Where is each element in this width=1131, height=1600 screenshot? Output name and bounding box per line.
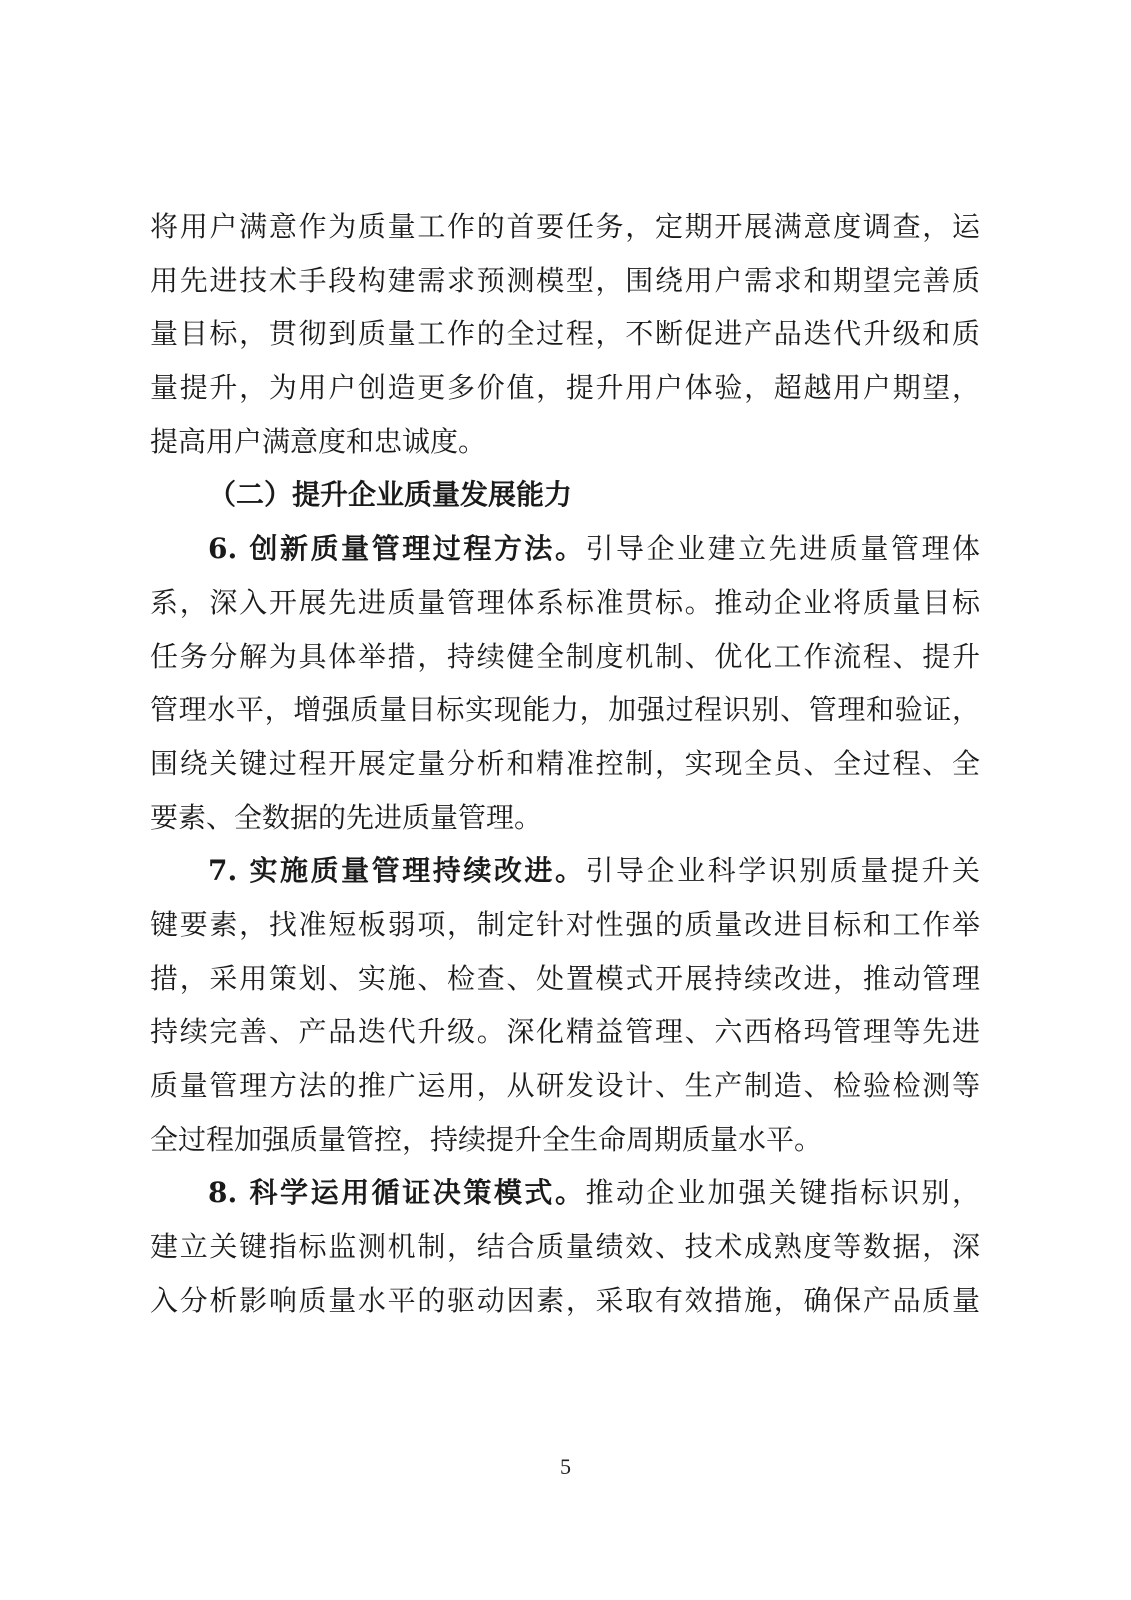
section-heading: （二）提升企业质量发展能力 — [208, 478, 573, 512]
paragraph-line: 系，深入开展先进质量管理体系标准贯标。推动企业将质量目标 — [150, 585, 980, 619]
item-8-first-line — [150, 1166, 980, 1220]
paragraph-line: 提高用户满意度和忠诚度。 — [150, 424, 487, 458]
paragraph-line: 入分析影响质量水平的驱动因素，采取有效措施，确保产品质量 — [150, 1283, 980, 1317]
item-7-first-line — [150, 844, 980, 898]
paragraph-line: 持续完善、产品迭代升级。深化精益管理、六西格玛管理等先进 — [150, 1015, 980, 1049]
paragraph-line: 围绕关键过程开展定量分析和精准控制，实现全员、全过程、全 — [150, 746, 980, 780]
item-6-first-line — [150, 522, 980, 576]
paragraph-line: 全过程加强质量管控，持续提升全生命周期质量水平。 — [150, 1122, 823, 1156]
paragraph-line: 量目标，贯彻到质量工作的全过程，不断促进产品迭代升级和质 — [150, 317, 980, 351]
paragraph-line: 将用户满意作为质量工作的首要任务，定期开展满意度调查，运 — [150, 210, 980, 243]
paragraph-line: 要素、全数据的先进质量管理。 — [150, 800, 543, 834]
paragraph-line: 管理水平，增强质量目标实现能力，加强过程识别、管理和验证， — [150, 693, 980, 727]
paragraph-line: 键要素，找准短板弱项，制定针对性强的质量改进目标和工作举 — [150, 907, 980, 941]
page-number: 5 — [560, 1454, 571, 1479]
paragraph-line: 建立关键指标监测机制，结合质量绩效、技术成熟度等数据，深 — [150, 1230, 980, 1264]
item-6-title: 6. 创新质量管理过程方法。 — [208, 532, 586, 566]
paragraph-line: 任务分解为具体举措，持续健全制度机制、优化工作流程、提升 — [150, 639, 980, 673]
item-6-text: 引导企业建立先进质量管理体 — [585, 532, 980, 566]
item-7-title: 7. 实施质量管理持续改进。 — [208, 854, 586, 888]
item-8-title: 8. 科学运用循证决策模式。 — [208, 1176, 586, 1210]
item-7-text: 引导企业科学识别质量提升关 — [585, 854, 980, 888]
body-text — [150, 200, 980, 1327]
paragraph-line: 质量管理方法的推广运用，从研发设计、生产制造、检验检测等 — [150, 1069, 980, 1102]
paragraph-line: 量提升，为用户创造更多价值，提升用户体验，超越用户期望， — [150, 371, 980, 405]
paragraph-line: 用先进技术手段构建需求预测模型，围绕用户需求和期望完善质 — [150, 263, 980, 297]
paragraph-line: 措，采用策划、实施、检查、处置模式开展持续改进，推动管理 — [150, 961, 980, 995]
item-8-text: 推动企业加强关键指标识别， — [585, 1176, 980, 1210]
